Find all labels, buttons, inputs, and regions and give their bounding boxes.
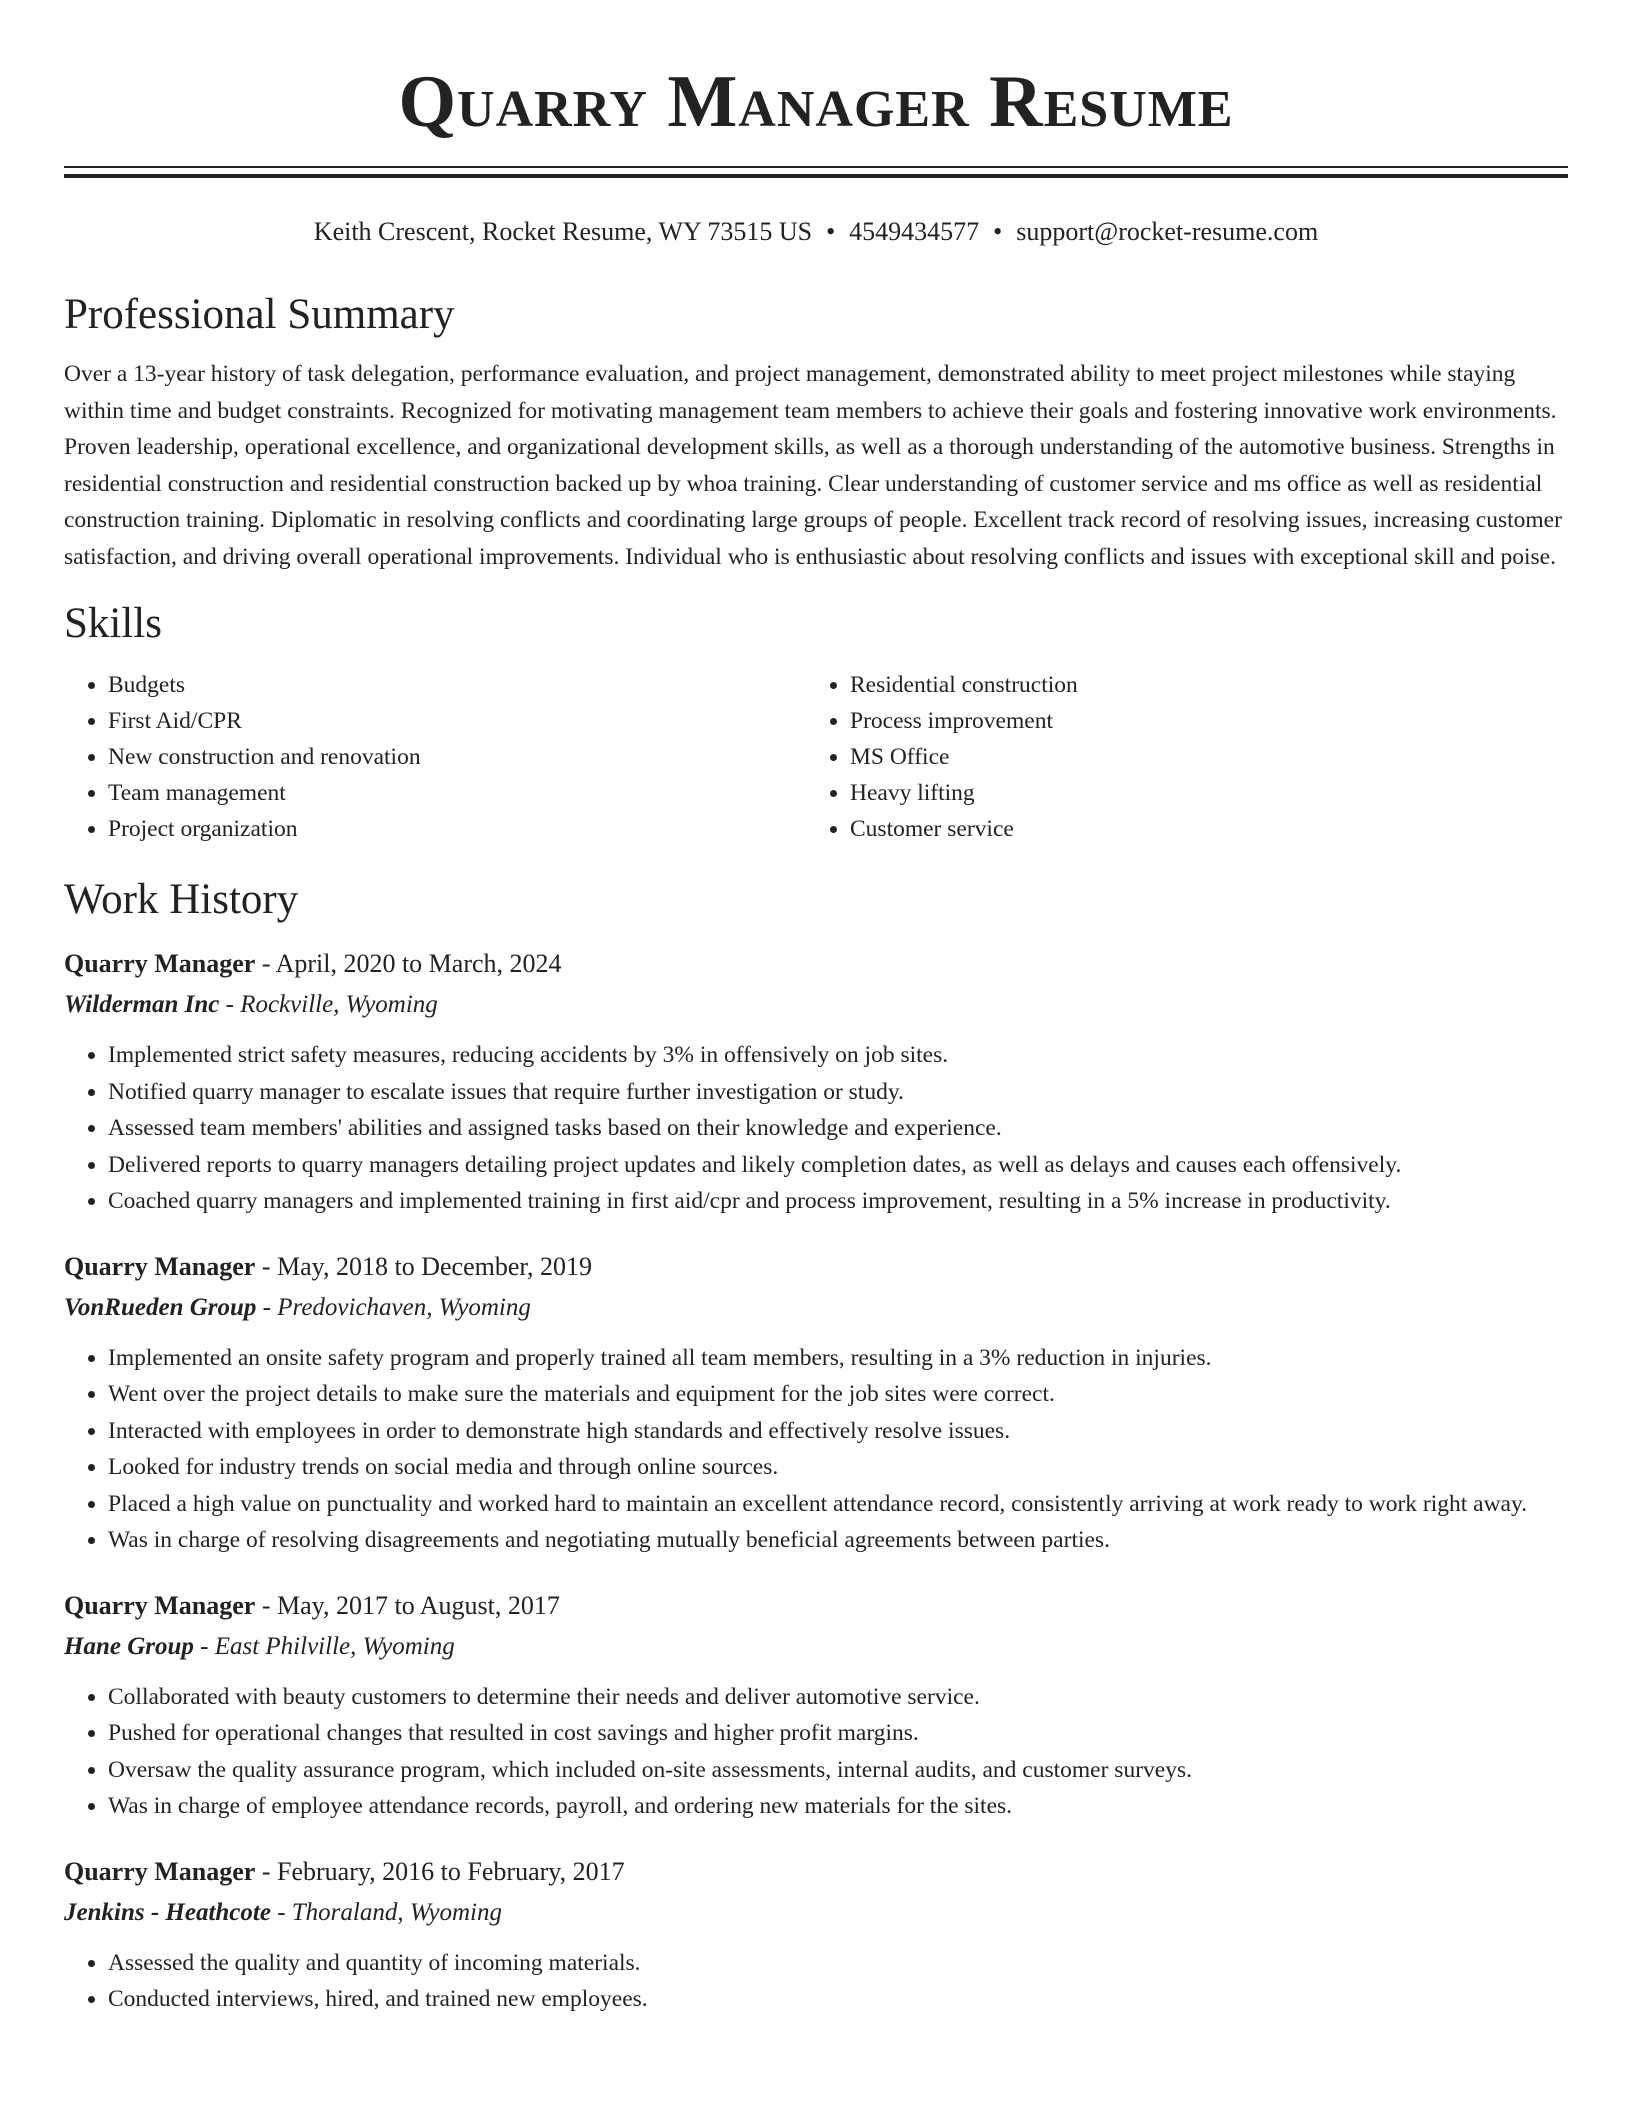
skills-list xyxy=(64,667,1568,847)
summary-text: Over a 13-year history of task delegation, performance evaluation, and project management, demonstrated ability to meet project milestones while staying within time and budget constraints. Recognized for motivating management team members to achieve their goals and fostering innovative work environments. Proven leadership, operational excellence, and organizational development skills, as well as a thorough understanding of the automotive business. Strengths in residential construction and residential construction backed up by whoa training. Clear understanding of customer service and ms office as well as residential construction training. Diplomatic in resolving conflicts and coordinating large groups of people. Excellent track record of resolving issues, increasing customer satisfaction, and driving overall operational improvements. Individual who is enthusiastic about resolving conflicts and issues with exceptional skill and poise. xyxy=(64,361,1562,570)
title-divider-thin xyxy=(64,166,1568,168)
page-title: Quarry Manager Resume xyxy=(398,61,1234,143)
job-bullet: • Placed a high value on punctuality and worked hard to maintain an excellent attendance record, consistently arriving at work ready to work right away. xyxy=(108,1486,1568,1523)
job-dates: May, 2017 to August, 2017 xyxy=(277,1590,560,1620)
skill-item: • Customer service xyxy=(850,811,1548,847)
company-line xyxy=(64,1895,1568,1931)
skill-item: • Project organization xyxy=(108,811,806,847)
job-bullet: • Assessed team members' abilities and assigned tasks based on their knowledge and experience. xyxy=(108,1110,1568,1147)
job-bullet: • Oversaw the quality assurance program, which included on-site assessments, internal audits, and customer surveys. xyxy=(108,1752,1568,1789)
job-bullet: • Conducted interviews, hired, and trained new employees. xyxy=(108,1981,1568,2018)
job-title-line xyxy=(64,1589,1568,1623)
contact-email: support@rocket-resume.com xyxy=(1016,217,1319,246)
job-bullets xyxy=(64,1037,1568,1220)
job-bullet: • Implemented an onsite safety program and properly trained all team members, resulting in a 3% reduction in injuries. xyxy=(108,1340,1568,1377)
dash: - xyxy=(193,1632,215,1660)
job-title-line xyxy=(64,947,1568,981)
job-entry xyxy=(64,1855,1568,2018)
job-bullet: • Delivered reports to quarry managers detailing project updates and likely completion dates, as well as delays and causes each offensively. xyxy=(108,1147,1568,1184)
company-location: East Philville, Wyoming xyxy=(214,1632,455,1660)
dash: - xyxy=(255,1856,278,1886)
skills-column-right xyxy=(806,667,1548,847)
job-bullet: • Collaborated with beauty customers to determine their needs and deliver automotive service. xyxy=(108,1679,1568,1716)
job-bullet: • Was in charge of employee attendance records, payroll, and ordering new materials for the sites. xyxy=(108,1788,1568,1825)
job-bullet: • Coached quarry managers and implemented training in first aid/cpr and process improvement, resulting in a 5% increase in productivity. xyxy=(108,1183,1568,1220)
company-location: Thoraland, Wyoming xyxy=(291,1898,502,1926)
skill-item: • New construction and renovation xyxy=(108,739,806,775)
job-role: Quarry Manager xyxy=(64,1856,256,1886)
job-title-line xyxy=(64,1250,1568,1284)
section-heading-summary: Professional Summary xyxy=(64,291,455,338)
job-bullets xyxy=(64,1945,1568,2018)
contact-line xyxy=(64,216,1568,248)
job-bullet: • Looked for industry trends on social media and through online sources. xyxy=(108,1449,1568,1486)
company-location: Rockville, Wyoming xyxy=(240,991,438,1018)
section-heading-work-history: Work History xyxy=(64,876,299,923)
skill-item: • Budgets xyxy=(108,667,806,703)
dash: - xyxy=(255,1251,278,1281)
dash: - xyxy=(270,1898,292,1926)
company-line xyxy=(64,987,1568,1023)
company-name: Hane Group xyxy=(64,1632,194,1660)
title-divider-thick xyxy=(64,174,1568,178)
dash: - xyxy=(255,949,276,978)
contact-phone: 4549434577 xyxy=(849,217,980,246)
job-dates: April, 2020 to March, 2024 xyxy=(275,949,562,978)
company-location: Predovichaven, Wyoming xyxy=(277,1293,531,1321)
job-bullet: • Went over the project details to make sure the materials and equipment for the job sites were correct. xyxy=(108,1376,1568,1413)
job-bullet: • Pushed for operational changes that resulted in cost savings and higher profit margins. xyxy=(108,1715,1568,1752)
skill-item: • MS Office xyxy=(850,739,1548,775)
skill-item: • Process improvement xyxy=(850,703,1548,739)
skill-item: • Team management xyxy=(108,775,806,811)
skill-item: • First Aid/CPR xyxy=(108,703,806,739)
job-dates: February, 2016 to February, 2017 xyxy=(277,1856,625,1886)
job-dates: May, 2018 to December, 2019 xyxy=(277,1251,592,1281)
dash: - xyxy=(219,991,241,1018)
job-entry xyxy=(64,1589,1568,1825)
section-heading-skills: Skills xyxy=(64,600,162,647)
contact-separator: • xyxy=(826,217,836,246)
company-name: Jenkins - Heathcote xyxy=(64,1898,271,1926)
job-role: Quarry Manager xyxy=(64,949,256,978)
company-name: Wilderman Inc xyxy=(64,991,220,1018)
job-bullet: • Notified quarry manager to escalate issues that require further investigation or study. xyxy=(108,1074,1568,1111)
job-entry xyxy=(64,1250,1568,1559)
job-role: Quarry Manager xyxy=(64,1251,256,1281)
job-bullets xyxy=(64,1340,1568,1559)
job-role: Quarry Manager xyxy=(64,1590,256,1620)
company-line xyxy=(64,1290,1568,1326)
job-bullet: • Interacted with employees in order to demonstrate high standards and effectively resolve issues. xyxy=(108,1413,1568,1450)
contact-address: Keith Crescent, Rocket Resume, WY 73515 US xyxy=(313,217,813,246)
job-bullet: • Assessed the quality and quantity of incoming materials. xyxy=(108,1945,1568,1982)
job-entry xyxy=(64,947,1568,1220)
job-title-line xyxy=(64,1855,1568,1889)
job-bullet: • Was in charge of resolving disagreements and negotiating mutually beneficial agreements between parties. xyxy=(108,1522,1568,1559)
skill-item: • Heavy lifting xyxy=(850,775,1548,811)
dash: - xyxy=(256,1293,278,1321)
job-bullet: • Implemented strict safety measures, reducing accidents by 3% in offensively on job sites. xyxy=(108,1037,1568,1074)
company-line xyxy=(64,1629,1568,1665)
contact-separator: • xyxy=(993,217,1003,246)
skill-item: • Residential construction xyxy=(850,667,1548,703)
job-bullets xyxy=(64,1679,1568,1825)
skills-column-left xyxy=(64,667,806,847)
company-name: VonRueden Group xyxy=(64,1293,257,1321)
dash: - xyxy=(255,1590,278,1620)
